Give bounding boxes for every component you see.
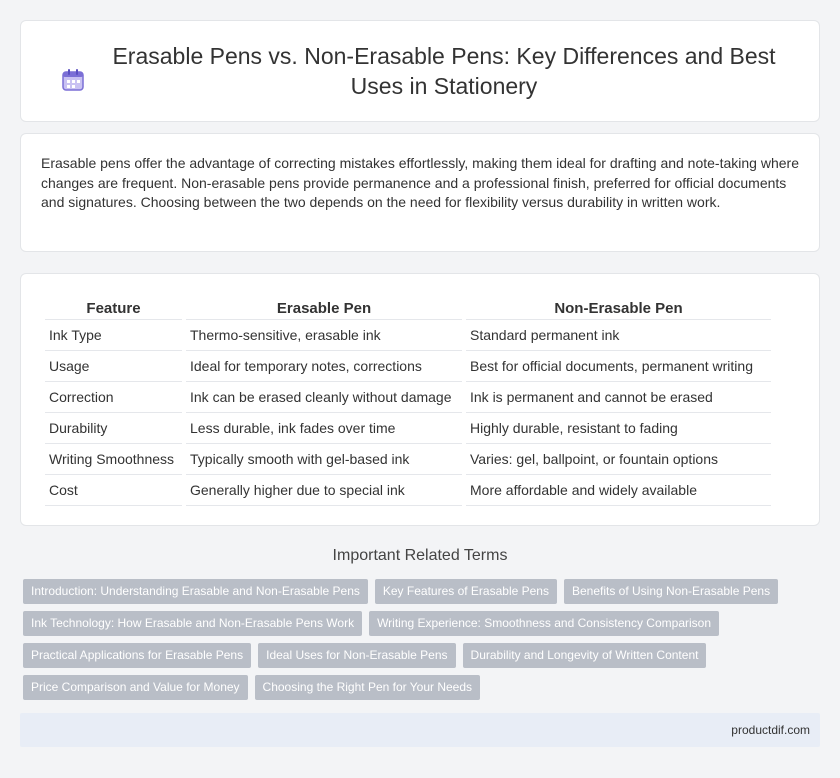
table-cell: Ink can be erased cleanly without damage (186, 382, 462, 413)
table-cell: Ink is permanent and cannot be erased (466, 382, 771, 413)
table-cell: Ink Type (45, 320, 182, 351)
table-row (45, 382, 771, 413)
tag-link[interactable]: Price Comparison and Value for Money (23, 675, 248, 700)
table-cell: Thermo-sensitive, erasable ink (186, 320, 462, 351)
tag-link[interactable]: Key Features of Erasable Pens (375, 579, 557, 604)
table-header-erasable: Erasable Pen (186, 294, 462, 320)
table-cell: More affordable and widely available (466, 475, 771, 506)
calendar-icon (60, 67, 86, 93)
title-card (20, 20, 820, 122)
table-cell: Highly durable, resistant to fading (466, 413, 771, 444)
page-title: Erasable Pens vs. Non-Erasable Pens: Key Differences and Best Uses in Stationery (112, 43, 776, 99)
tag-link[interactable]: Durability and Longevity of Written Content (463, 643, 707, 668)
table-cell: Best for official documents, permanent writing (466, 351, 771, 382)
table-row (45, 413, 771, 444)
tag-link[interactable]: Benefits of Using Non-Erasable Pens (564, 579, 778, 604)
table-cell: Less durable, ink fades over time (186, 413, 462, 444)
table-cell: Durability (45, 413, 182, 444)
tag-link[interactable]: Writing Experience: Smoothness and Consistency Comparison (369, 611, 719, 636)
table-cell: Usage (45, 351, 182, 382)
table-cell: Generally higher due to special ink (186, 475, 462, 506)
comparison-table-card (20, 273, 820, 526)
table-header-row (45, 294, 771, 320)
related-terms-title: Important Related Terms (332, 547, 508, 564)
table-cell: Writing Smoothness (45, 444, 182, 475)
tag-link[interactable]: Introduction: Understanding Erasable and Non-Erasable Pens (23, 579, 368, 604)
table-cell: Ideal for temporary notes, corrections (186, 351, 462, 382)
table-header-non-erasable: Non-Erasable Pen (466, 294, 771, 320)
related-terms-tags (23, 579, 813, 707)
table-cell: Typically smooth with gel-based ink (186, 444, 462, 475)
footer-brand[interactable]: productdif.com (731, 723, 810, 737)
tag-link[interactable]: Practical Applications for Erasable Pens (23, 643, 251, 668)
table-cell: Cost (45, 475, 182, 506)
tag-link[interactable]: Ideal Uses for Non-Erasable Pens (258, 643, 455, 668)
table-cell: Standard permanent ink (466, 320, 771, 351)
intro-card (20, 133, 820, 252)
table-cell: Varies: gel, ballpoint, or fountain options (466, 444, 771, 475)
table-row (45, 320, 771, 351)
tag-link[interactable]: Ink Technology: How Erasable and Non-Erasable Pens Work (23, 611, 362, 636)
comparison-table (41, 294, 775, 506)
table-cell: Correction (45, 382, 182, 413)
intro-text: Erasable pens offer the advantage of correcting mistakes effortlessly, making them ideal for drafting and note-taking where changes are frequent. Non-erasable pens provide permanence and a professional finish, preferred for official documents and signatures. Choosing between the two depends on the need for flexibility versus durability in written work. (41, 155, 799, 210)
table-row (45, 475, 771, 506)
footer (20, 713, 820, 747)
table-row (45, 444, 771, 475)
table-header-feature: Feature (45, 294, 182, 320)
tag-link[interactable]: Choosing the Right Pen for Your Needs (255, 675, 480, 700)
table-row (45, 351, 771, 382)
